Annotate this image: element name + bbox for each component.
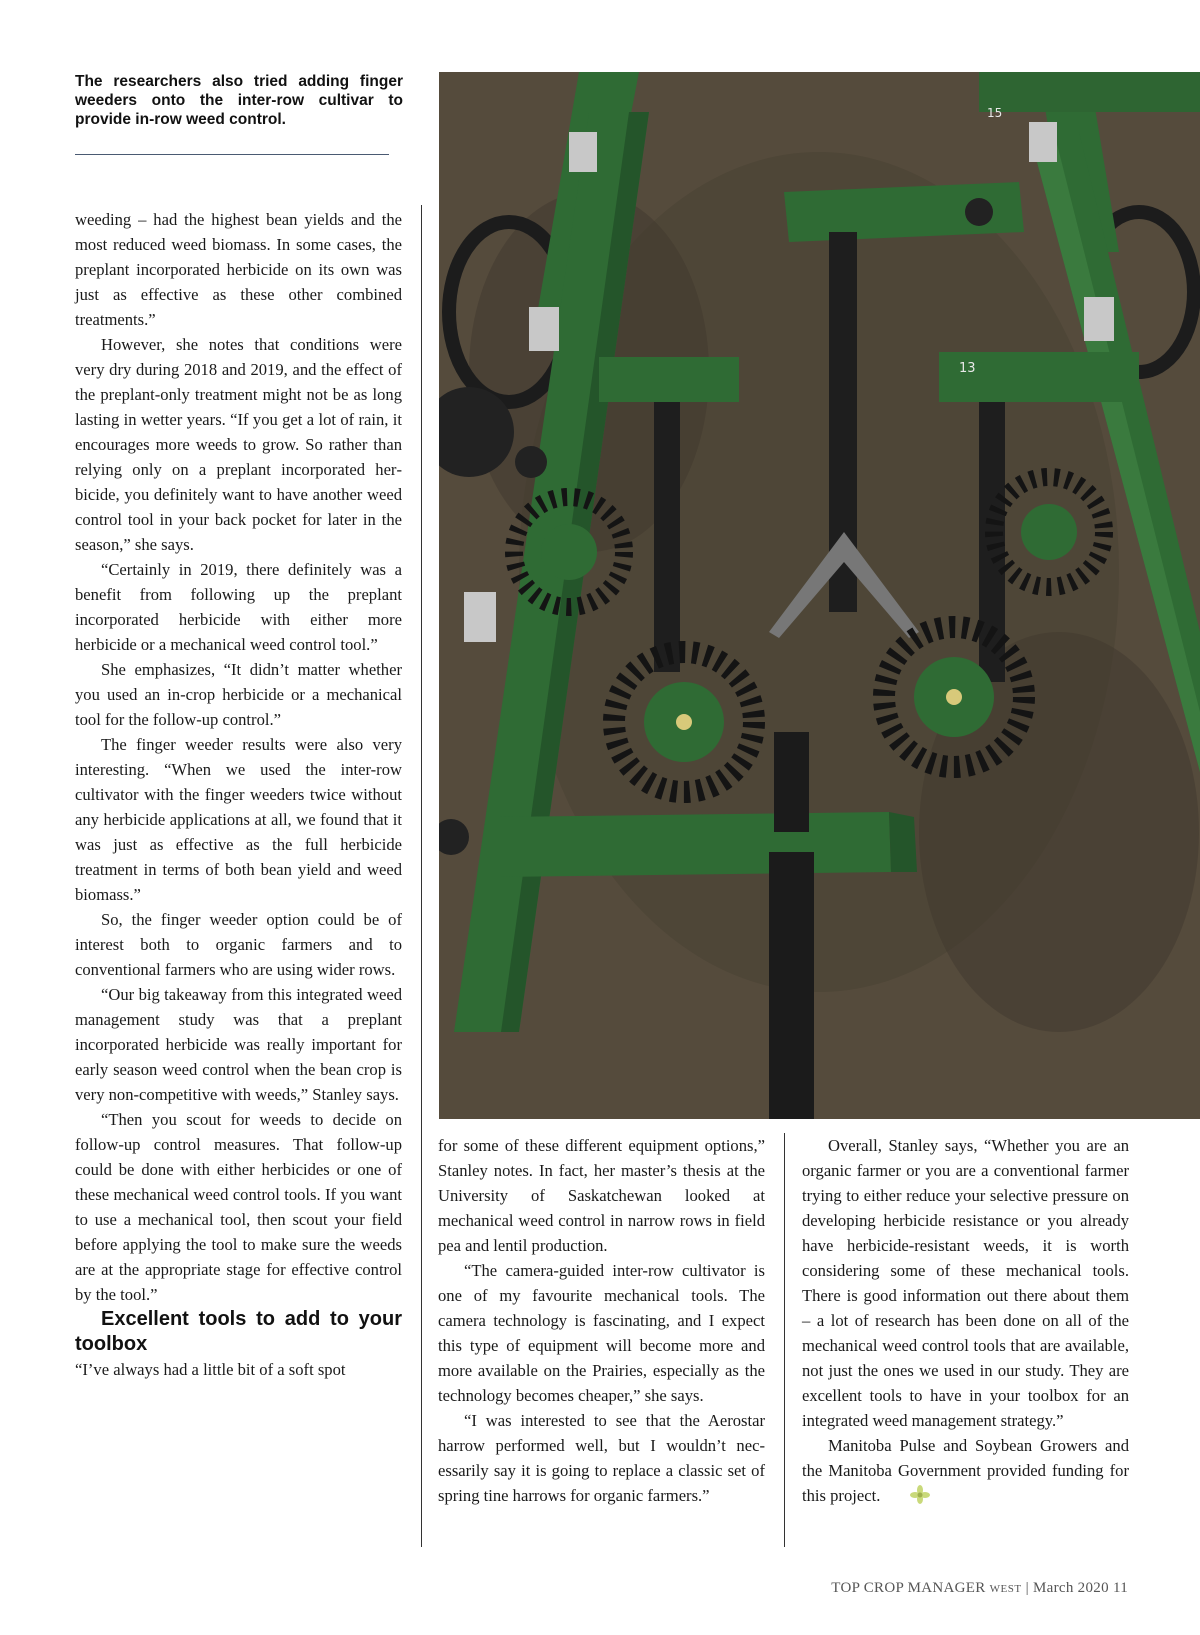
col1-paragraph: weeding – had the highest bean yields and the most reduced weed biomass. In some cases, the preplant incorporated herbicide on its own was just as effective as these other combined treatments.” xyxy=(75,210,402,329)
equipment-photo xyxy=(439,72,1200,1119)
col2-paragraph: for some of these different equipment options,” Stanley notes. In fact, her master’s thesis at the University of Saskatchewan looked at mechanical weed control in narrow rows in field pea and lentil production. xyxy=(438,1136,765,1255)
col3-paragraph xyxy=(802,1433,1129,1512)
leaf-icon xyxy=(884,1485,930,1512)
col3-paragraph: Overall, Stanley says, “Whether you are an organic farmer or you are a conventional farmer trying to either reduce your selective pressure on developing herbicide resistance or you already have herbicide-resistant weeds, it is worth considering some of these mechanical tools. There is good information out there about them – a lot of research has been done on all of the mechanical weed control tools that are available, not just the ones we used in our study. They are excellent tools to have in your toolbox for an integrated weed management strategy.” xyxy=(802,1136,1129,1430)
col1-paragraph: However, she notes that conditions were very dry during 2018 and 2019, and the effect of the preplant-only treatment might not be as long lasting in wetter years. “If you get a lot of rain, it encourages more weeds to grow. So rather than relying only on a preplant incorporated herbicide, you definitely want to have another weed control tool in your back pocket for later in the season,” she says. xyxy=(75,335,402,554)
footer-separator: | xyxy=(1025,1580,1029,1596)
caption-divider xyxy=(75,154,389,155)
column-2 xyxy=(438,1133,765,1508)
section-subhead: Excellent tools to add to your toolbox xyxy=(75,1308,402,1355)
col2-paragraph: “I was interested to see that the Aerostar harrow performed well, but I wouldn’t necessarily say it is going to replace a classic set of spring tine harrows for organic farmers.” xyxy=(438,1411,765,1505)
magazine-name: TOP CROP MANAGER xyxy=(831,1580,986,1596)
frame-number-15: 15 xyxy=(987,106,1003,120)
column-divider xyxy=(421,205,422,1547)
magazine-edition: WEST xyxy=(989,1583,1022,1595)
col3-paragraph-text: Manitoba Pulse and Soybean Growers and the Manitoba Government provided funding for this project. xyxy=(802,1436,1129,1505)
col1-paragraph: “I’ve always had a little bit of a soft spot xyxy=(75,1360,346,1379)
frame-number-13: 13 xyxy=(959,361,976,376)
col1-paragraph: So, the finger weeder option could be of interest both to organic farmers and to conventional farmers who are using wider rows. xyxy=(75,910,402,979)
issue-date: March 2020 xyxy=(1032,1580,1109,1596)
col1-paragraph: “Our big takeaway from this integrated weed management study was that a preplant incorporated herbicide was really important for early season weed control when the bean crop is very non-competitive with weeds,” Stanley says. xyxy=(75,985,402,1104)
col1-paragraph: The finger weeder results were also very interesting. “When we used the inter-row cultivator with the finger weeders twice without any herbicide applications at all, we found that it was just as effective as the full herbicide treatment in terms of both bean yield and weed biomass.” xyxy=(75,735,402,904)
equipment-illustration xyxy=(439,72,1200,1119)
page-footer xyxy=(831,1580,1128,1597)
column-1 xyxy=(75,207,402,1382)
col1-paragraph: “Then you scout for weeds to decide on follow-up control measures. That follow-up could be done with either herbicides or one of these mechanical weed control tools. If you want to use a mechanical tool, then scout your field before applying the tool to make sure the weeds are at the appropriate stage for effective control by the tool.” xyxy=(75,1110,402,1304)
col2-paragraph: “The camera-guided inter-row cultivator is one of my favourite mechanical tools. The camera technology is fascinating, and I expect this type of equipment will become more and more available on the Prairies, especially as the technology becomes cheaper,” she says. xyxy=(438,1261,765,1405)
col1-paragraph: She emphasizes, “It didn’t matter whether you used an in-crop herbicide or a mechanical tool for the follow-up control.” xyxy=(75,660,402,729)
photo-caption: The researchers also tried adding finger weeders onto the inter-row cultivar to provide in-row weed control. xyxy=(75,73,403,128)
column-3 xyxy=(802,1133,1129,1512)
col1-paragraph: “Certainly in 2019, there definitely was a benefit from following up the preplant incorporated herbicide with either more herbicide or a mechanical weed control tool.” xyxy=(75,560,402,654)
column-divider xyxy=(784,1133,785,1547)
page-number: 11 xyxy=(1112,1580,1128,1596)
